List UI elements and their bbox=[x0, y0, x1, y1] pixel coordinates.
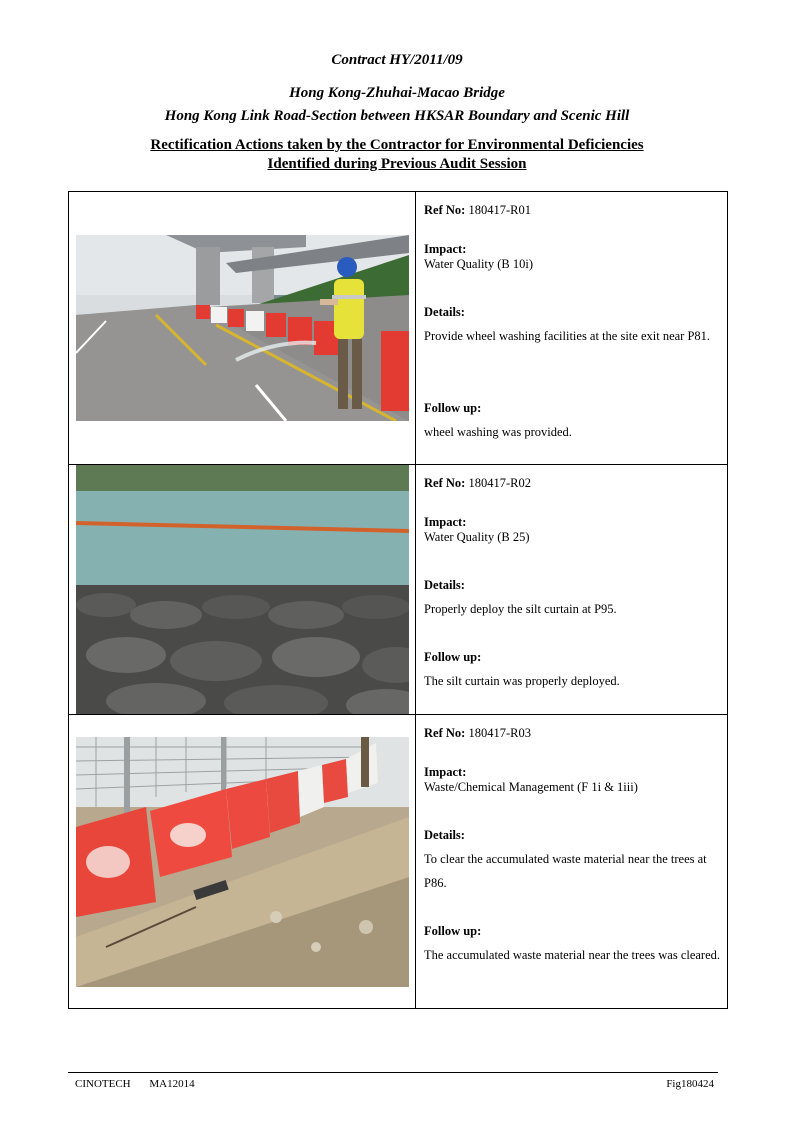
document-title-line2: Identified during Previous Audit Session bbox=[267, 156, 527, 172]
details-cell bbox=[416, 715, 727, 1008]
table-row bbox=[69, 192, 727, 464]
details-block bbox=[424, 300, 724, 348]
photo-cell bbox=[69, 715, 416, 1008]
details-value: To clear the accumulated waste material near the trees at P86. bbox=[424, 852, 707, 890]
footer-company: CINOTECH bbox=[75, 1078, 131, 1090]
rectification-table bbox=[68, 191, 728, 1009]
ref-number: 180417-R01 bbox=[468, 203, 531, 217]
ref-label: Ref No: bbox=[424, 203, 466, 217]
follow-up-label: Follow up: bbox=[424, 401, 482, 415]
impact-value: Water Quality (B 25) bbox=[424, 530, 530, 544]
project-section: Hong Kong Link Road-Section between HKSAR Boundary and Scenic Hill bbox=[164, 108, 630, 124]
details-label: Details: bbox=[424, 828, 465, 842]
wheel-washing-photo bbox=[76, 235, 409, 421]
follow-up-value: The silt curtain was properly deployed. bbox=[424, 674, 620, 688]
contract-number: Contract HY/2011/09 bbox=[331, 52, 463, 68]
ref-line bbox=[424, 203, 531, 218]
details-cell bbox=[416, 192, 727, 464]
details-block bbox=[424, 573, 724, 621]
ref-line bbox=[424, 476, 531, 491]
photo-cell bbox=[69, 192, 416, 464]
details-label: Details: bbox=[424, 305, 465, 319]
document-title-line1: Rectification Actions taken by the Contractor for Environmental Deficiencies bbox=[150, 137, 644, 153]
ref-line bbox=[424, 726, 531, 741]
follow-up-block bbox=[424, 919, 724, 967]
table-row bbox=[69, 464, 727, 714]
follow-up-label: Follow up: bbox=[424, 924, 482, 938]
table-row bbox=[69, 714, 727, 1008]
impact-label: Impact: bbox=[424, 515, 467, 529]
follow-up-block bbox=[424, 396, 724, 444]
ref-label: Ref No: bbox=[424, 726, 466, 740]
footer-figure-ref: Fig180424 bbox=[666, 1078, 714, 1090]
impact-block bbox=[424, 515, 724, 545]
ref-number: 180417-R03 bbox=[468, 726, 531, 740]
impact-block bbox=[424, 765, 724, 795]
footer-left bbox=[75, 1078, 211, 1090]
details-block bbox=[424, 823, 724, 895]
follow-up-label: Follow up: bbox=[424, 650, 482, 664]
follow-up-value: wheel washing was provided. bbox=[424, 425, 572, 439]
follow-up-block bbox=[424, 645, 724, 693]
silt-curtain-photo bbox=[76, 465, 409, 714]
details-value: Properly deploy the silt curtain at P95. bbox=[424, 602, 617, 616]
waste-material-photo bbox=[76, 737, 409, 987]
details-value: Provide wheel washing facilities at the site exit near P81. bbox=[424, 329, 711, 343]
impact-value: Waste/Chemical Management (F 1i & 1iii) bbox=[424, 780, 638, 794]
footer-divider bbox=[68, 1072, 718, 1073]
impact-label: Impact: bbox=[424, 765, 467, 779]
footer-doc-ref: MA12014 bbox=[149, 1078, 195, 1090]
follow-up-value: The accumulated waste material near the trees was cleared. bbox=[424, 948, 721, 962]
impact-block bbox=[424, 242, 724, 272]
details-cell bbox=[416, 465, 727, 714]
details-label: Details: bbox=[424, 578, 465, 592]
impact-value: Water Quality (B 10i) bbox=[424, 257, 534, 271]
ref-label: Ref No: bbox=[424, 476, 466, 490]
photo-cell bbox=[69, 465, 416, 714]
ref-number: 180417-R02 bbox=[468, 476, 531, 490]
impact-label: Impact: bbox=[424, 242, 467, 256]
project-name: Hong Kong-Zhuhai-Macao Bridge bbox=[289, 85, 505, 101]
